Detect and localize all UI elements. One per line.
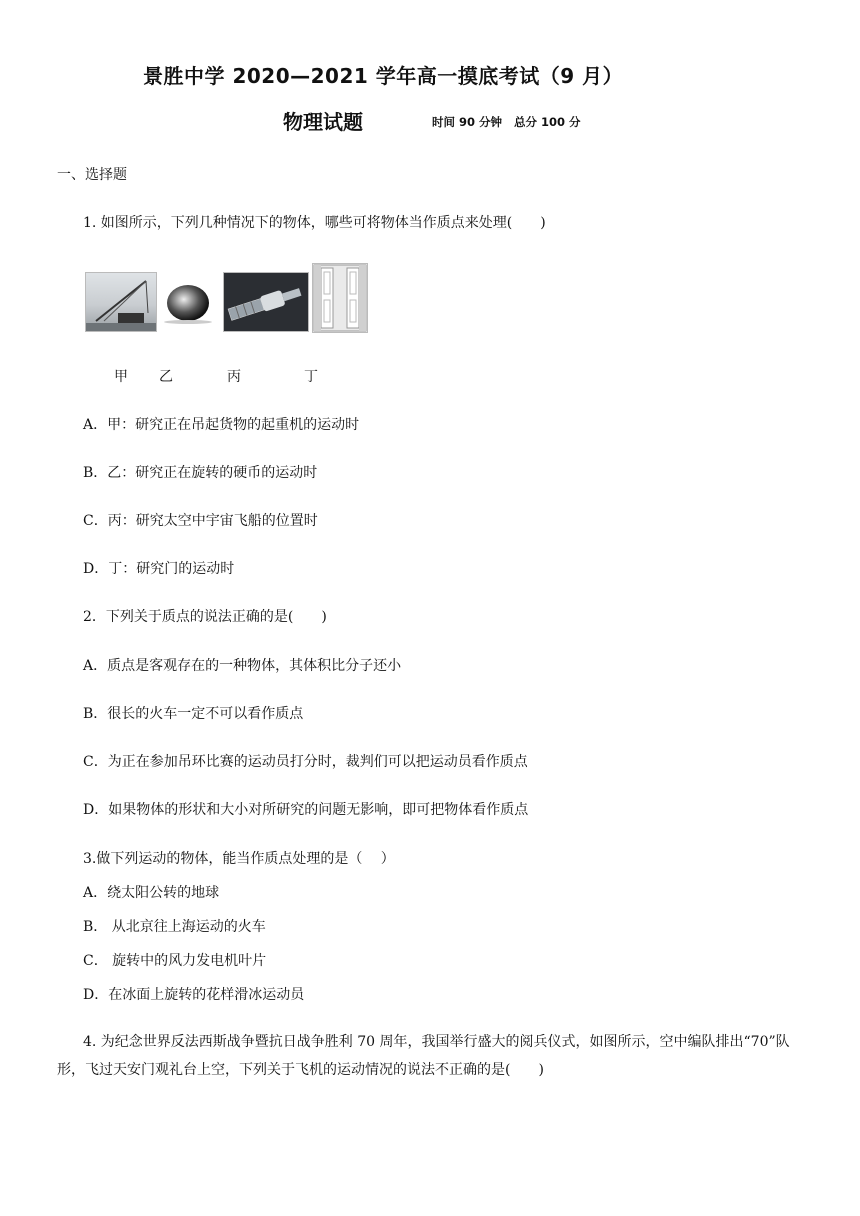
caption-jia: 甲	[114, 369, 128, 385]
q4-stem: 4. 为纪念世界反法西斯战争暨抗日战争胜利 70 周年，我国举行盛大的阅兵仪式，如图所示，空中编队排出“70”队形，飞过天安门观礼台上空，下列关于飞机的运动情况的说法不正确的是( )	[57, 1034, 790, 1078]
q2-option-a: A．质点是客观存在的一种物体，其体积比分子还小	[83, 658, 402, 674]
exam-subtitle: 物理试题	[283, 110, 363, 134]
q3-option-d: D．在冰面上旋转的花样滑冰运动员	[83, 987, 305, 1003]
q1-stem: 1. 如图所示，下列几种情况下的物体，哪些可将物体当作质点来处理( )	[83, 215, 546, 231]
q3-option-c: C． 旋转中的风力发电机叶片	[83, 953, 267, 969]
exam-title: 景胜中学 2020—2021 学年高一摸底考试（9 月）	[143, 64, 624, 88]
caption-ding: 丁	[304, 369, 318, 385]
exam-total: 总分 100 分	[514, 115, 581, 129]
spaceship-photo	[223, 272, 309, 332]
q1-option-b: B．乙：研究正在旋转的硬币的运动时	[83, 465, 318, 481]
coin-photo	[159, 280, 217, 324]
q2-option-c: C．为正在参加吊环比赛的运动员打分时，裁判们可以把运动员看作质点	[83, 754, 528, 770]
q1-option-d: D．丁：研究门的运动时	[83, 561, 235, 577]
q3-option-a: A．绕太阳公转的地球	[83, 885, 220, 901]
q3-option-b: B． 从北京往上海运动的火车	[83, 919, 266, 935]
q1-option-a: A．甲：研究正在吊起货物的起重机的运动时	[83, 417, 360, 433]
door-photo	[312, 263, 368, 333]
exam-meta	[432, 114, 581, 130]
q2-option-d: D．如果物体的形状和大小对所研究的问题无影响，即可把物体看作质点	[83, 802, 529, 818]
q2-option-b: B．很长的火车一定不可以看作质点	[83, 706, 304, 722]
caption-yi: 乙	[159, 369, 173, 385]
exam-time: 时间 90 分钟	[432, 115, 503, 129]
crane-photo	[85, 272, 157, 332]
q1-option-c: C．丙：研究太空中宇宙飞船的位置时	[83, 513, 318, 529]
coin-icon	[159, 280, 217, 324]
spaceship-icon	[224, 273, 308, 331]
caption-bing: 丙	[227, 369, 241, 385]
q3-stem: 3.做下列运动的物体，能当作质点处理的是（ ）	[83, 851, 395, 867]
section-heading: 一、选择题	[57, 167, 127, 183]
door-icon	[313, 264, 367, 332]
q2-stem: 2．下列关于质点的说法正确的是( )	[83, 609, 327, 625]
crane-icon	[86, 273, 156, 331]
